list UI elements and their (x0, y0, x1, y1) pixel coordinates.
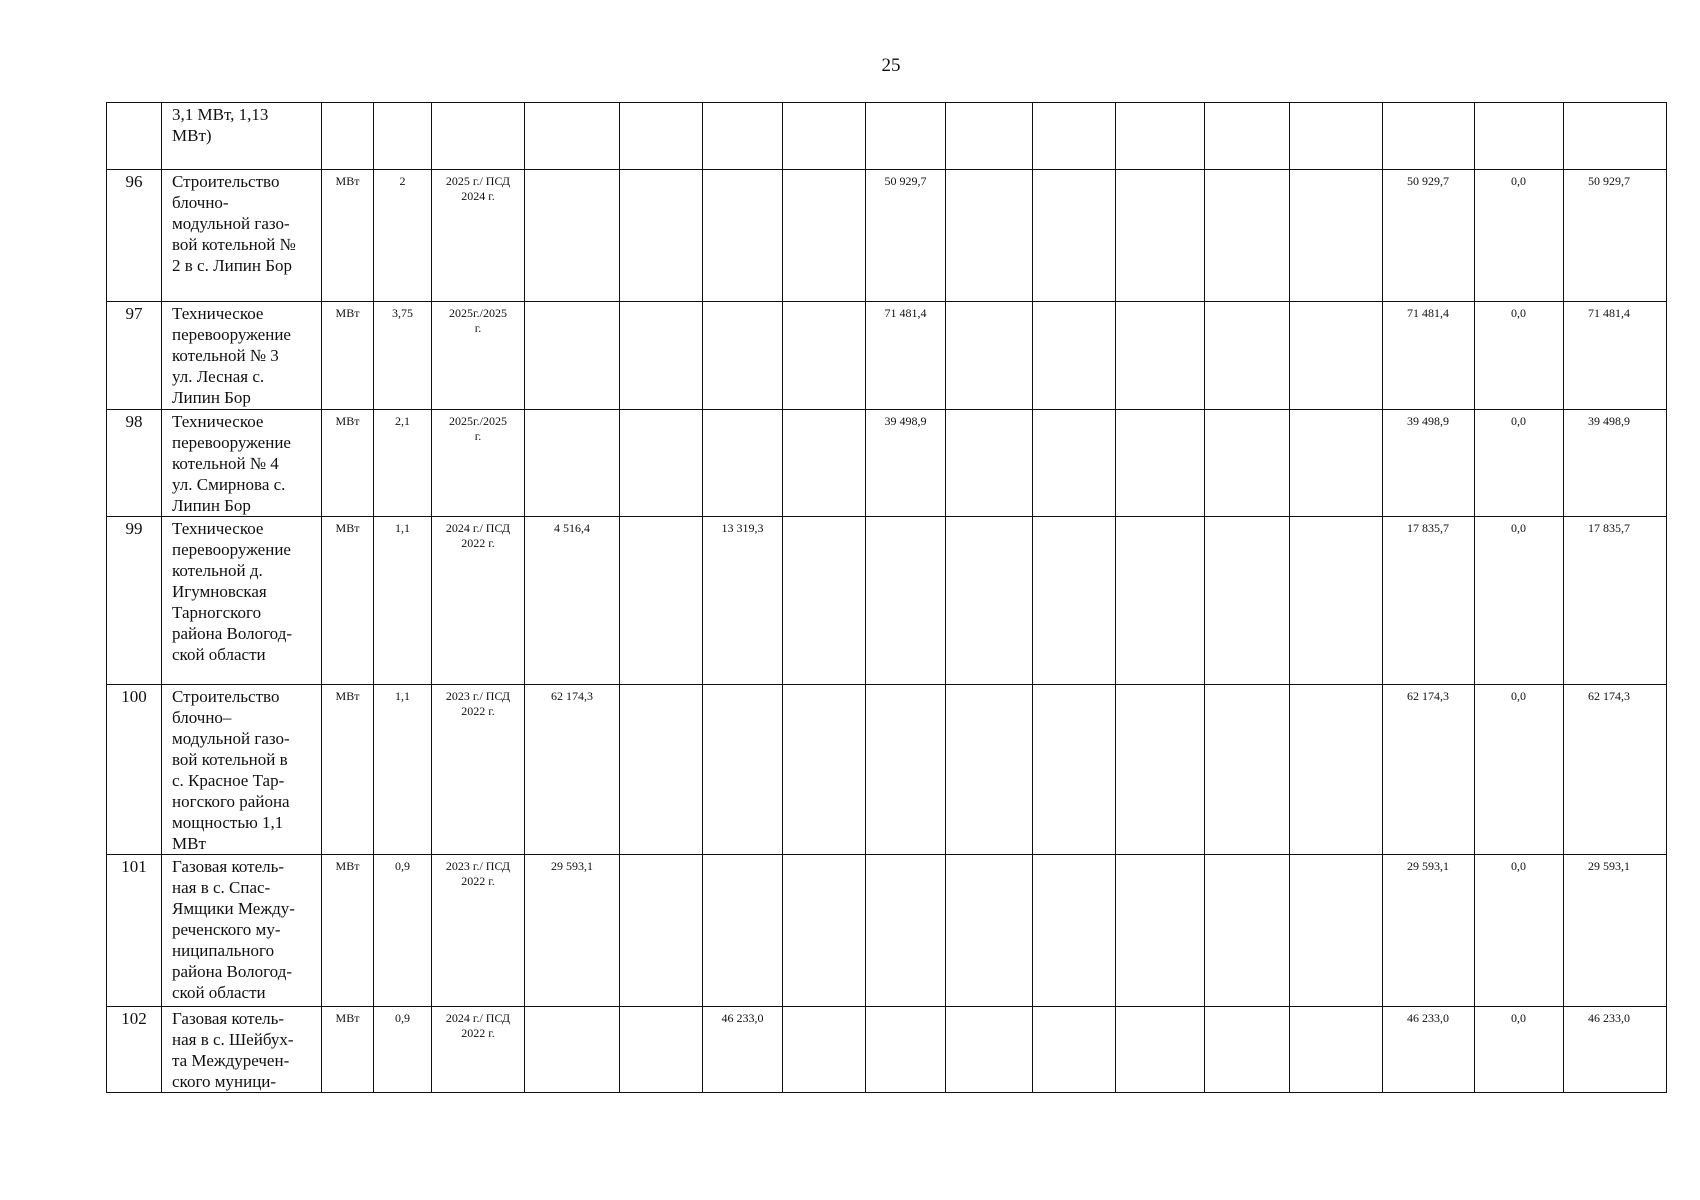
unit-cell: МВт (322, 855, 374, 1007)
row-number: 101 (107, 855, 162, 1007)
empty-cell (1116, 410, 1205, 517)
empty-cell (620, 1007, 703, 1093)
row-number: 96 (107, 170, 162, 302)
project-name: Строительство блочно- модульной газо- вой котельной № 2 в с. Липин Бор (162, 170, 322, 302)
total-cell-2: 62 174,3 (1564, 685, 1667, 855)
value-cell-3 (703, 170, 783, 302)
empty-cell (1033, 855, 1116, 1007)
page-number: 25 (881, 55, 901, 76)
zero-cell: 0,0 (1475, 685, 1564, 855)
value-cell-1: 29 593,1 (525, 855, 620, 1007)
empty-cell (1033, 410, 1116, 517)
period-cell: 2024 г./ ПСД 2022 г. (432, 1007, 525, 1093)
project-name: Газовая котель- ная в с. Спас- Ямщики Между- реченского му- ниципального района Вологод- ской области (162, 855, 322, 1007)
empty-cell (1290, 855, 1383, 1007)
row-number: 102 (107, 1007, 162, 1093)
empty-cell (1116, 170, 1205, 302)
empty-cell (1033, 517, 1116, 685)
empty-cell (783, 302, 866, 410)
empty-cell (620, 685, 703, 855)
total-cell-2: 46 233,0 (1564, 1007, 1667, 1093)
empty-cell (783, 517, 866, 685)
empty-cell (1116, 685, 1205, 855)
capacity-cell (374, 103, 432, 170)
value-cell-5: 39 498,9 (866, 410, 946, 517)
total-cell-2: 39 498,9 (1564, 410, 1667, 517)
empty-cell (946, 517, 1033, 685)
value-cell-1: 62 174,3 (525, 685, 620, 855)
project-name: Техническое перевооружение котельной № 4 ул. Смирнова с. Липин Бор (162, 410, 322, 517)
total-cell: 17 835,7 (1383, 517, 1475, 685)
empty-cell (1290, 302, 1383, 410)
empty-cell (946, 103, 1033, 170)
value-cell-3 (703, 685, 783, 855)
table-row (107, 855, 1667, 1007)
empty-cell (620, 855, 703, 1007)
total-cell (1383, 103, 1475, 170)
period-cell: 2023 г./ ПСД 2022 г. (432, 685, 525, 855)
unit-cell: МВт (322, 170, 374, 302)
empty-cell (1116, 517, 1205, 685)
row-number: 99 (107, 517, 162, 685)
period-cell: 2024 г./ ПСД 2022 г. (432, 517, 525, 685)
empty-cell (1205, 302, 1290, 410)
value-cell-5: 71 481,4 (866, 302, 946, 410)
capacity-cell: 2 (374, 170, 432, 302)
empty-cell (1033, 103, 1116, 170)
empty-cell (1116, 302, 1205, 410)
value-cell-3 (703, 302, 783, 410)
table-row (107, 517, 1667, 685)
empty-cell (1205, 685, 1290, 855)
table-row (107, 103, 1667, 170)
total-cell: 46 233,0 (1383, 1007, 1475, 1093)
value-cell-1 (525, 410, 620, 517)
total-cell: 71 481,4 (1383, 302, 1475, 410)
row-number: 98 (107, 410, 162, 517)
empty-cell (1290, 685, 1383, 855)
project-name: Газовая котель- ная в с. Шейбух- та Междуречен- ского муници- (162, 1007, 322, 1093)
empty-cell (1205, 855, 1290, 1007)
project-name: Строительство блочно– модульной газо- вой котельной в с. Красное Тар- ногского района мощностью 1,1 МВт (162, 685, 322, 855)
value-cell-3 (703, 855, 783, 1007)
value-cell-1 (525, 302, 620, 410)
empty-cell (1205, 170, 1290, 302)
total-cell-2: 17 835,7 (1564, 517, 1667, 685)
empty-cell (946, 302, 1033, 410)
project-name: Техническое перевооружение котельной № 3 ул. Лесная с. Липин Бор (162, 302, 322, 410)
empty-cell (1205, 103, 1290, 170)
empty-cell (1290, 517, 1383, 685)
table-row (107, 410, 1667, 517)
total-cell-2: 71 481,4 (1564, 302, 1667, 410)
empty-cell (783, 103, 866, 170)
empty-cell (1033, 170, 1116, 302)
unit-cell: МВт (322, 410, 374, 517)
investment-table (106, 102, 1667, 1093)
value-cell-3 (703, 103, 783, 170)
unit-cell: МВт (322, 517, 374, 685)
value-cell-3: 46 233,0 (703, 1007, 783, 1093)
zero-cell (1475, 103, 1564, 170)
value-cell-5 (866, 685, 946, 855)
empty-cell (946, 170, 1033, 302)
empty-cell (620, 103, 703, 170)
zero-cell: 0,0 (1475, 1007, 1564, 1093)
table-row (107, 1007, 1667, 1093)
table-body (107, 103, 1667, 1093)
zero-cell: 0,0 (1475, 410, 1564, 517)
period-cell: 2023 г./ ПСД 2022 г. (432, 855, 525, 1007)
period-cell (432, 103, 525, 170)
total-cell-2: 29 593,1 (1564, 855, 1667, 1007)
value-cell-1 (525, 170, 620, 302)
capacity-cell: 3,75 (374, 302, 432, 410)
empty-cell (1033, 685, 1116, 855)
empty-cell (1033, 1007, 1116, 1093)
zero-cell: 0,0 (1475, 855, 1564, 1007)
table-row (107, 170, 1667, 302)
empty-cell (620, 170, 703, 302)
unit-cell: МВт (322, 685, 374, 855)
unit-cell: МВт (322, 1007, 374, 1093)
empty-cell (783, 685, 866, 855)
value-cell-5: 50 929,7 (866, 170, 946, 302)
capacity-cell: 2,1 (374, 410, 432, 517)
zero-cell: 0,0 (1475, 302, 1564, 410)
empty-cell (1205, 410, 1290, 517)
empty-cell (1290, 170, 1383, 302)
table-row (107, 302, 1667, 410)
empty-cell (1290, 1007, 1383, 1093)
period-cell: 2025 г./ ПСД 2024 г. (432, 170, 525, 302)
empty-cell (946, 685, 1033, 855)
empty-cell (1116, 1007, 1205, 1093)
total-cell: 62 174,3 (1383, 685, 1475, 855)
empty-cell (1205, 1007, 1290, 1093)
row-number: 97 (107, 302, 162, 410)
value-cell-3: 13 319,3 (703, 517, 783, 685)
empty-cell (783, 855, 866, 1007)
empty-cell (1033, 302, 1116, 410)
table-row (107, 685, 1667, 855)
empty-cell (783, 1007, 866, 1093)
capacity-cell: 0,9 (374, 855, 432, 1007)
period-cell: 2025г./2025 г. (432, 302, 525, 410)
value-cell-1: 4 516,4 (525, 517, 620, 685)
empty-cell (1290, 103, 1383, 170)
empty-cell (1205, 517, 1290, 685)
value-cell-1 (525, 1007, 620, 1093)
value-cell-5 (866, 1007, 946, 1093)
total-cell-2 (1564, 103, 1667, 170)
project-name: 3,1 МВт, 1,13 МВт) (162, 103, 322, 170)
capacity-cell: 1,1 (374, 685, 432, 855)
empty-cell (946, 1007, 1033, 1093)
period-cell: 2025г./2025 г. (432, 410, 525, 517)
total-cell: 39 498,9 (1383, 410, 1475, 517)
empty-cell (620, 517, 703, 685)
project-name: Техническое перевооружение котельной д. Игумновская Тарногского района Вологод- ской области (162, 517, 322, 685)
unit-cell (322, 103, 374, 170)
capacity-cell: 1,1 (374, 517, 432, 685)
value-cell-5 (866, 103, 946, 170)
total-cell: 50 929,7 (1383, 170, 1475, 302)
empty-cell (620, 410, 703, 517)
value-cell-3 (703, 410, 783, 517)
value-cell-5 (866, 855, 946, 1007)
value-cell-1 (525, 103, 620, 170)
unit-cell: МВт (322, 302, 374, 410)
row-number: 100 (107, 685, 162, 855)
zero-cell: 0,0 (1475, 517, 1564, 685)
empty-cell (783, 410, 866, 517)
total-cell: 29 593,1 (1383, 855, 1475, 1007)
empty-cell (946, 410, 1033, 517)
empty-cell (1290, 410, 1383, 517)
empty-cell (1116, 855, 1205, 1007)
total-cell-2: 50 929,7 (1564, 170, 1667, 302)
empty-cell (783, 170, 866, 302)
row-number (107, 103, 162, 170)
empty-cell (946, 855, 1033, 1007)
capacity-cell: 0,9 (374, 1007, 432, 1093)
empty-cell (1116, 103, 1205, 170)
value-cell-5 (866, 517, 946, 685)
empty-cell (620, 302, 703, 410)
zero-cell: 0,0 (1475, 170, 1564, 302)
